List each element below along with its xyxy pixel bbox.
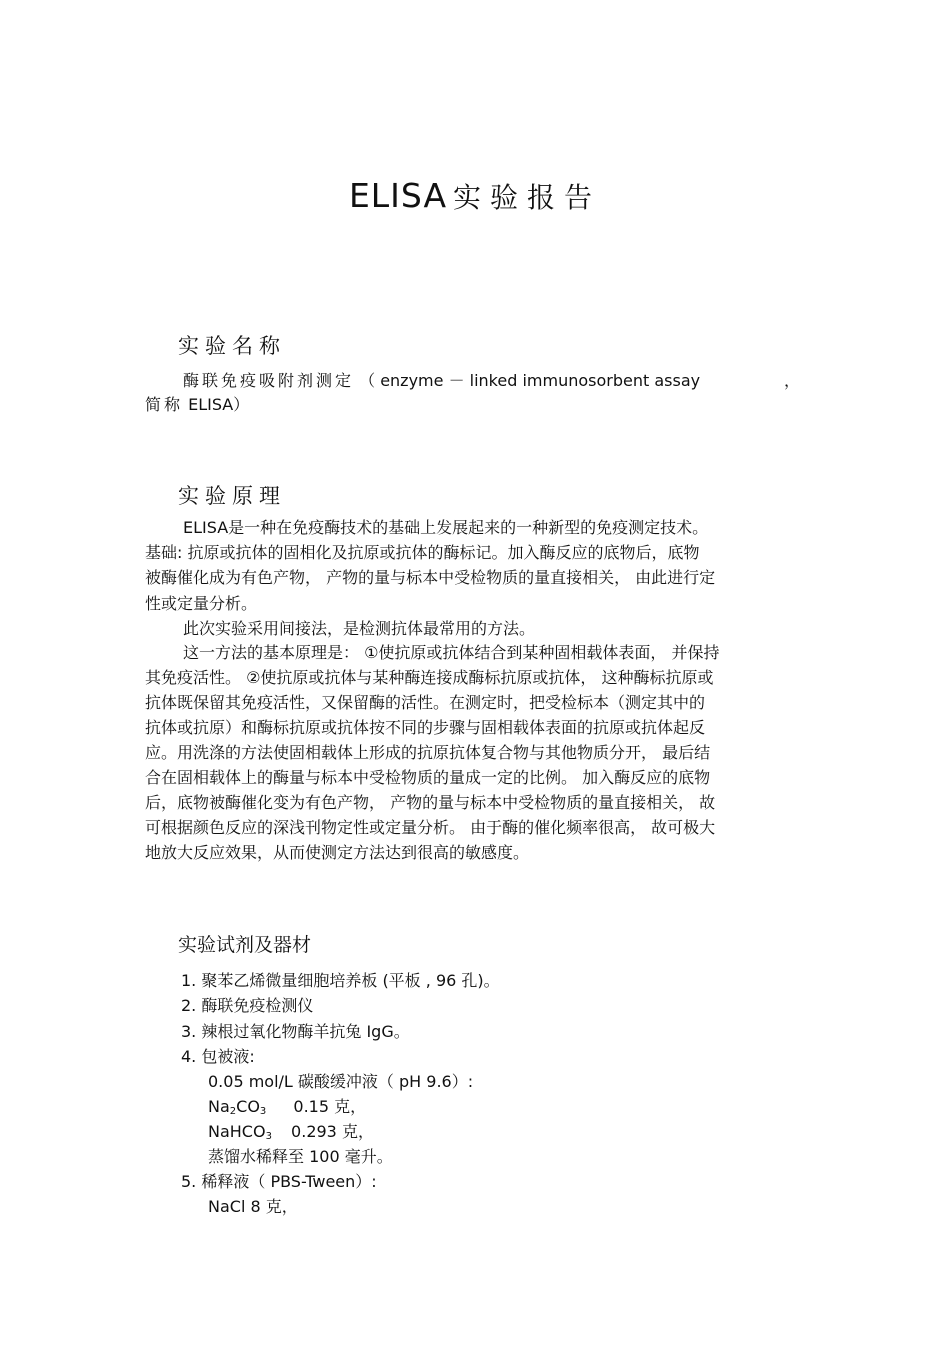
principle-line: 这一方法的基本原理是： ①使抗原或抗体结合到某种固相载体表面， 并保持 — [183, 643, 720, 662]
principle-line: 合在固相载体上的酶量与标本中受检物质的量成一定的比例。 加入酶反应的底物 — [145, 768, 711, 787]
reagent-item: 3. 辣根过氧化物酶羊抗兔 IgG。 — [181, 1022, 410, 1041]
title-chinese: 实验报告 — [453, 181, 602, 214]
section-heading-reagents: 实验试剂及器材 — [178, 934, 312, 956]
coating-nahco3-line — [208, 1119, 374, 1142]
formula-subscript: 3 — [265, 1131, 272, 1142]
nahco3-amount: 0.293 克， — [291, 1122, 374, 1141]
formula-part: CO — [236, 1097, 260, 1116]
assay-name-comma: ， — [784, 371, 801, 390]
assay-name-en: （ enzyme － linked immunosorbent assay — [359, 371, 701, 390]
principle-line: 可根据颜色反应的深浅刊物定性或定量分析。 由于酶的催化频率很高， 故可极大 — [145, 818, 716, 837]
title-english: ELISA — [348, 176, 448, 215]
reagent-item: 1. 聚苯乙烯微量细胞培养板 (平板 , 96 孔)。 — [181, 971, 500, 990]
principle-line: 地放大反应效果，从而使测定方法达到很高的敏感度。 — [145, 843, 530, 862]
principle-line: 应。用洗涤的方法使固相载体上形成的抗原抗体复合物与其他物质分开， 最后结 — [145, 743, 711, 762]
principle-line: 抗体或抗原）和酶标抗原或抗体按不同的步骤与固相载体表面的抗原或抗体起反 — [145, 718, 706, 737]
coating-na2co3-line — [208, 1094, 366, 1117]
principle-line: 基础: 抗原或抗体的固相化及抗原或抗体的酶标记。加入酶反应的底物后，底物 — [145, 543, 700, 562]
reagent-item: 4. 包被液: — [181, 1047, 255, 1066]
assay-name-zh: 酶联免疫吸附剂测定 — [183, 371, 355, 390]
reagent-item: 5. 稀释液（ PBS-Tween）: — [181, 1172, 377, 1191]
formula-subscript: 3 — [259, 1106, 267, 1117]
principle-line: 抗体既保留其免疫活性，又保留酶的活性。在测定时，把受检标本（测定其中的 — [145, 693, 706, 712]
section-heading-principle: 实验原理 — [178, 484, 286, 508]
na2co3-amount: 0.15 克， — [293, 1097, 367, 1116]
formula-subscript: 2 — [229, 1106, 237, 1117]
principle-line: 后，底物被酶催化变为有色产物， 产物的量与标本中受检物质的量直接相关， 故 — [145, 793, 716, 812]
formula-part: NaHCO — [208, 1122, 266, 1141]
principle-line: 被酶催化成为有色产物， 产物的量与标本中受检物质的量直接相关， 由此进行定 — [145, 568, 716, 587]
formula-part: Na — [208, 1097, 230, 1116]
na2co3-formula — [208, 1097, 266, 1116]
nahco3-formula — [208, 1122, 272, 1141]
principle-line: ELISA是一种在免疫酶技术的基础上发展起来的一种新型的免疫测定技术。 — [183, 518, 709, 537]
principle-line: 此次实验采用间接法，是检测抗体最常用的方法。 — [183, 619, 536, 638]
principle-line: 性或定量分析。 — [145, 594, 258, 613]
section-heading-name: 实验名称 — [178, 334, 286, 358]
abbrev-label: 简称 — [145, 395, 184, 414]
diluent-nacl-line: NaCl 8 克， — [208, 1197, 298, 1216]
abbrev-value: ELISA） — [188, 395, 250, 414]
principle-line: 其免疫活性。 ②使抗原或抗体与某种酶连接成酶标抗原或抗体， 这种酶标抗原或 — [145, 668, 714, 687]
assay-name-line-2 — [145, 395, 249, 415]
page-title — [0, 176, 950, 216]
assay-name-line-1 — [183, 371, 700, 391]
coating-water-line: 蒸馏水稀释至 100 毫升。 — [208, 1147, 393, 1166]
coating-buffer-line: 0.05 mol/L 碳酸缓冲液（ pH 9.6）: — [208, 1072, 474, 1091]
reagent-item: 2. 酶联免疫检测仪 — [181, 996, 314, 1015]
